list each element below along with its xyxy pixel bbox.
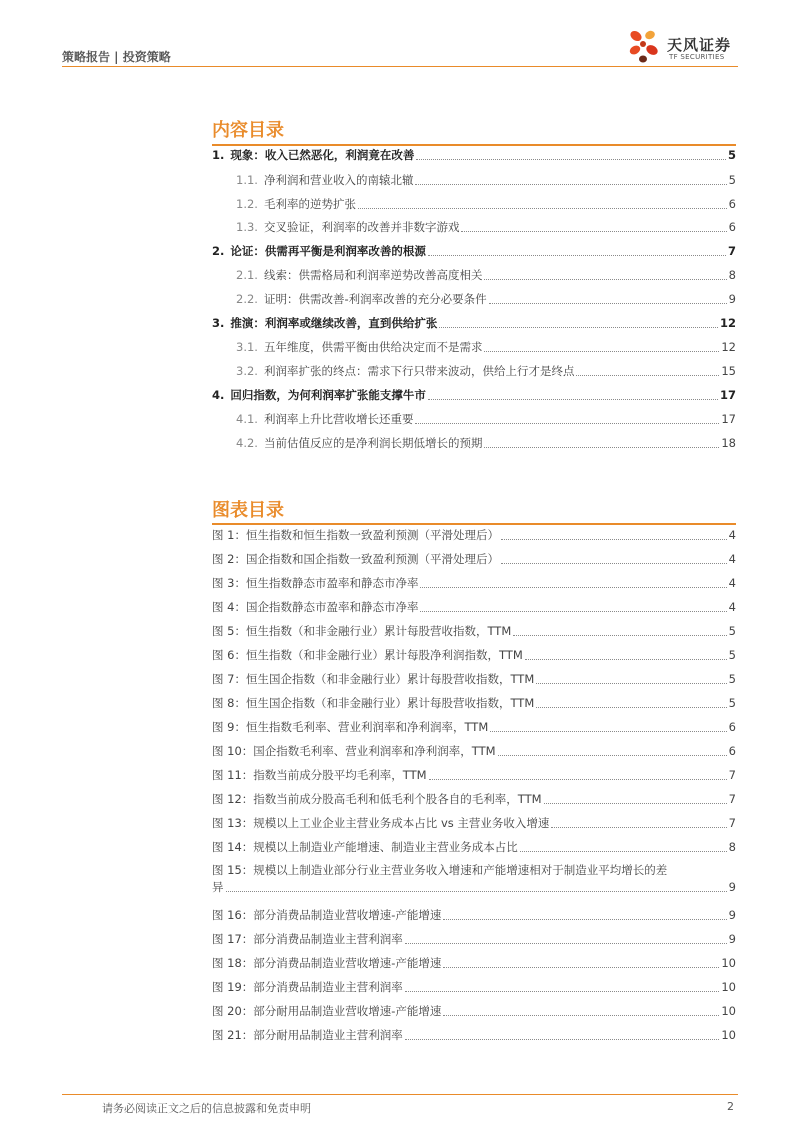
toc-entry-number: 3.1. xyxy=(236,340,258,354)
toc-entry-number: 4. xyxy=(212,388,225,402)
toc-title: 内容目录 xyxy=(212,120,284,141)
toc-entry-page: 18 xyxy=(721,436,736,450)
toc-entry-number: 4.1. xyxy=(236,412,258,426)
figure-entry-text: 图 13：规模以上工业企业主营业务成本占比 vs 主营业务收入增速 xyxy=(212,816,550,830)
figure-entry-text: 图 3：恒生指数静态市盈率和静态市净率 xyxy=(212,576,419,590)
dot-leader xyxy=(415,184,726,185)
toc-subentry[interactable] xyxy=(236,171,736,189)
figure-entry[interactable] xyxy=(212,646,736,664)
figure-entry-page: 6 xyxy=(728,720,736,734)
figure-entry-page: 7 xyxy=(728,768,736,782)
dot-leader xyxy=(501,539,727,540)
figure-entry-page: 7 xyxy=(728,792,736,806)
toc-entry-page: 15 xyxy=(721,364,736,378)
figure-entry[interactable] xyxy=(212,930,736,948)
toc-entry-text: 净利润和营业收入的南辕北辙 xyxy=(263,173,414,187)
figure-entry-page: 10 xyxy=(721,956,736,970)
figure-entry[interactable] xyxy=(212,1002,736,1020)
figure-entry-text: 图 8：恒生国企指数（和非金融行业）累计每股营收指数，TTM xyxy=(212,696,535,710)
figure-entry-page: 5 xyxy=(728,624,736,638)
figure-entry-text: 图 6：恒生指数（和非金融行业）累计每股净利润指数，TTM xyxy=(212,648,523,662)
figure-entry[interactable] xyxy=(212,814,736,832)
footer-disclaimer: 请务必阅读正文之后的信息披露和免责申明 xyxy=(102,1102,311,1115)
toc-entry-number: 1.3. xyxy=(236,220,258,234)
dot-leader xyxy=(489,303,727,304)
figure-entry[interactable] xyxy=(212,862,736,896)
toc-entry-text: 现象：收入已然恶化，利润竟在改善 xyxy=(230,148,415,162)
figure-entry-text: 图 21：部分耐用品制造业主营利润率 xyxy=(212,1028,403,1042)
figure-entry-text-continued: 异 xyxy=(212,880,224,894)
figure-entry-text: 图 14：规模以上制造业产能增速、制造业主营业务成本占比 xyxy=(212,840,518,854)
toc-entry-text: 五年维度，供需平衡由供给决定而不是需求 xyxy=(263,340,483,354)
figure-entry-text: 图 18：部分消费品制造业营收增速-产能增速 xyxy=(212,956,442,970)
figure-entry-text: 图 11：指数当前成分股平均毛利率，TTM xyxy=(212,768,427,782)
figures-title: 图表目录 xyxy=(212,500,284,521)
dot-leader xyxy=(439,327,718,328)
dot-leader xyxy=(513,635,726,636)
dot-leader xyxy=(525,659,727,660)
figure-entry[interactable] xyxy=(212,1026,736,1044)
toc-subentry[interactable] xyxy=(236,410,736,428)
toc-entry[interactable] xyxy=(212,242,736,260)
toc-entry-number: 2. xyxy=(212,244,225,258)
toc-entry-number: 4.2. xyxy=(236,436,258,450)
dot-leader xyxy=(443,967,719,968)
dot-leader xyxy=(226,891,727,892)
figure-entry-text: 图 19：部分消费品制造业主营利润率 xyxy=(212,980,403,994)
figure-entry-page: 8 xyxy=(728,840,736,854)
toc-entry-text: 证明：供需改善-利润率改善的充分必要条件 xyxy=(263,292,487,306)
figure-entry[interactable] xyxy=(212,978,736,996)
figure-entry-text: 图 1：恒生指数和恒生指数一致盈利预测（平滑处理后） xyxy=(212,528,499,542)
figure-entry-page: 10 xyxy=(721,980,736,994)
figure-entry-page: 10 xyxy=(721,1004,736,1018)
figure-entry[interactable] xyxy=(212,598,736,616)
dot-leader xyxy=(428,255,726,256)
company-logo xyxy=(626,26,742,66)
figure-entry-page: 10 xyxy=(721,1028,736,1042)
figure-entry[interactable] xyxy=(212,718,736,736)
dot-leader xyxy=(416,159,726,160)
toc-entry-text: 利润率扩张的终点：需求下行只带来波动，供给上行才是终点 xyxy=(263,364,575,378)
report-category-label: 策略报告 | 投资策略 xyxy=(62,50,171,64)
toc-entry-text: 回归指数，为何利润率扩张能支撑牛市 xyxy=(230,388,426,402)
figure-entry-text: 图 15：规模以上制造业部分行业主营业务收入增速和产能增速相对于制造业平均增长的差 xyxy=(212,863,668,877)
figure-entry[interactable] xyxy=(212,790,736,808)
figure-entry-text: 图 9：恒生指数毛利率、营业利润率和净利润率，TTM xyxy=(212,720,489,734)
toc-entry-number: 1.2. xyxy=(236,197,258,211)
figure-entry-page: 9 xyxy=(728,908,736,922)
figure-entry[interactable] xyxy=(212,574,736,592)
figure-entry-text: 图 16：部分消费品制造业营收增速-产能增速 xyxy=(212,908,442,922)
dot-leader xyxy=(484,351,719,352)
dot-leader xyxy=(501,563,727,564)
figure-entry-text: 图 12：指数当前成分股高毛利和低毛利个股各自的毛利率，TTM xyxy=(212,792,542,806)
toc-subentry[interactable] xyxy=(236,362,736,380)
logo-chinese-name: 天风证券 xyxy=(667,36,732,54)
toc-subentry[interactable] xyxy=(236,338,736,356)
toc-entry-page: 6 xyxy=(728,197,736,211)
figure-entry-page: 6 xyxy=(728,744,736,758)
toc-entry-page: 12 xyxy=(721,340,736,354)
toc-subentry[interactable] xyxy=(236,218,736,236)
toc-entry-page: 12 xyxy=(719,316,736,330)
dot-leader xyxy=(358,208,727,209)
figure-entry-text: 图 7：恒生国企指数（和非金融行业）累计每股营收指数，TTM xyxy=(212,672,535,686)
figure-entry-page: 9 xyxy=(728,880,736,894)
figure-entry[interactable] xyxy=(212,670,736,688)
dot-leader xyxy=(461,231,726,232)
figure-entry[interactable] xyxy=(212,906,736,924)
toc-entry-number: 2.1. xyxy=(236,268,258,282)
toc-entry-page: 9 xyxy=(728,292,736,306)
figure-entry-page: 4 xyxy=(728,600,736,614)
figure-entry-page: 4 xyxy=(728,528,736,542)
figure-entry[interactable] xyxy=(212,622,736,640)
dot-leader xyxy=(420,587,726,588)
toc-entry-text: 当前估值反应的是净利润长期低增长的预期 xyxy=(263,436,483,450)
toc-entry-page: 5 xyxy=(727,148,736,162)
toc-entry-number: 1. xyxy=(212,148,225,162)
figure-entry[interactable] xyxy=(212,838,736,856)
footer-divider xyxy=(62,1094,738,1095)
figure-entry-text: 图 17：部分消费品制造业主营利润率 xyxy=(212,932,403,946)
toc-entry[interactable] xyxy=(212,146,736,164)
figure-entry-page: 5 xyxy=(728,648,736,662)
figure-entry-text: 图 20：部分耐用品制造业营收增速-产能增速 xyxy=(212,1004,442,1018)
toc-entry-page: 6 xyxy=(728,220,736,234)
dot-leader xyxy=(484,279,726,280)
dot-leader xyxy=(428,399,718,400)
dot-leader xyxy=(576,375,719,376)
figure-entry-text: 图 5：恒生指数（和非金融行业）累计每股营收指数，TTM xyxy=(212,624,512,638)
toc-entry-page: 7 xyxy=(727,244,736,258)
dot-leader xyxy=(551,827,726,828)
logo-flower-icon xyxy=(626,26,666,66)
toc-entry-text: 线索：供需格局和利润率逆势改善高度相关 xyxy=(263,268,483,282)
figure-entry[interactable] xyxy=(212,742,736,760)
toc-entry-text: 推演：利润率或继续改善，直到供给扩张 xyxy=(230,316,438,330)
dot-leader xyxy=(405,991,720,992)
toc-entry-page: 17 xyxy=(719,388,736,402)
toc-entry-page: 17 xyxy=(721,412,736,426)
figure-entry[interactable] xyxy=(212,526,736,544)
toc-entry-page: 5 xyxy=(728,173,736,187)
dot-leader xyxy=(498,755,727,756)
toc-entry-number: 2.2. xyxy=(236,292,258,306)
dot-leader xyxy=(405,1039,720,1040)
figure-entry[interactable] xyxy=(212,766,736,784)
figure-entry-text: 图 10：国企指数毛利率、营业利润率和净利润率，TTM xyxy=(212,744,496,758)
dot-leader xyxy=(420,611,726,612)
toc-entry[interactable] xyxy=(212,386,736,404)
page-number: 2 xyxy=(727,1100,734,1113)
dot-leader xyxy=(484,447,719,448)
figure-entry-page: 5 xyxy=(728,672,736,686)
toc-subentry[interactable] xyxy=(236,434,736,452)
dot-leader xyxy=(429,779,727,780)
toc-subentry[interactable] xyxy=(236,195,736,213)
toc-entry[interactable] xyxy=(212,314,736,332)
figure-entry[interactable] xyxy=(212,954,736,972)
toc-entry-text: 论证：供需再平衡是利润率改善的根源 xyxy=(230,244,426,258)
toc-entry-number: 3. xyxy=(212,316,225,330)
figure-entry-page: 4 xyxy=(728,552,736,566)
toc-entry-page: 8 xyxy=(728,268,736,282)
logo-english-name: TF SECURITIES xyxy=(669,53,725,61)
dot-leader xyxy=(415,423,719,424)
toc-entry-text: 毛利率的逆势扩张 xyxy=(263,197,356,211)
figures-title-underline xyxy=(212,523,736,525)
dot-leader xyxy=(536,707,726,708)
toc-entry-number: 1.1. xyxy=(236,173,258,187)
toc-subentry[interactable] xyxy=(236,266,736,284)
dot-leader xyxy=(520,851,727,852)
figure-entry[interactable] xyxy=(212,694,736,712)
toc-subentry[interactable] xyxy=(236,290,736,308)
figure-entry[interactable] xyxy=(212,550,736,568)
dot-leader xyxy=(536,683,726,684)
dot-leader xyxy=(443,919,726,920)
figure-entry-page: 9 xyxy=(728,932,736,946)
figure-entry-text: 图 4：国企指数静态市盈率和静态市净率 xyxy=(212,600,419,614)
header-divider xyxy=(62,66,738,67)
figure-entry-page: 7 xyxy=(728,816,736,830)
dot-leader xyxy=(490,731,726,732)
figure-entry-text: 图 2：国企指数和国企指数一致盈利预测（平滑处理后） xyxy=(212,552,499,566)
toc-entry-number: 3.2. xyxy=(236,364,258,378)
toc-entry-text: 交叉验证，利润率的改善并非数字游戏 xyxy=(263,220,460,234)
toc-entry-text: 利润率上升比营收增长还重要 xyxy=(263,412,414,426)
dot-leader xyxy=(405,943,727,944)
figure-entry-page: 5 xyxy=(728,696,736,710)
figure-entry-page: 4 xyxy=(728,576,736,590)
dot-leader xyxy=(544,803,727,804)
dot-leader xyxy=(443,1015,719,1016)
